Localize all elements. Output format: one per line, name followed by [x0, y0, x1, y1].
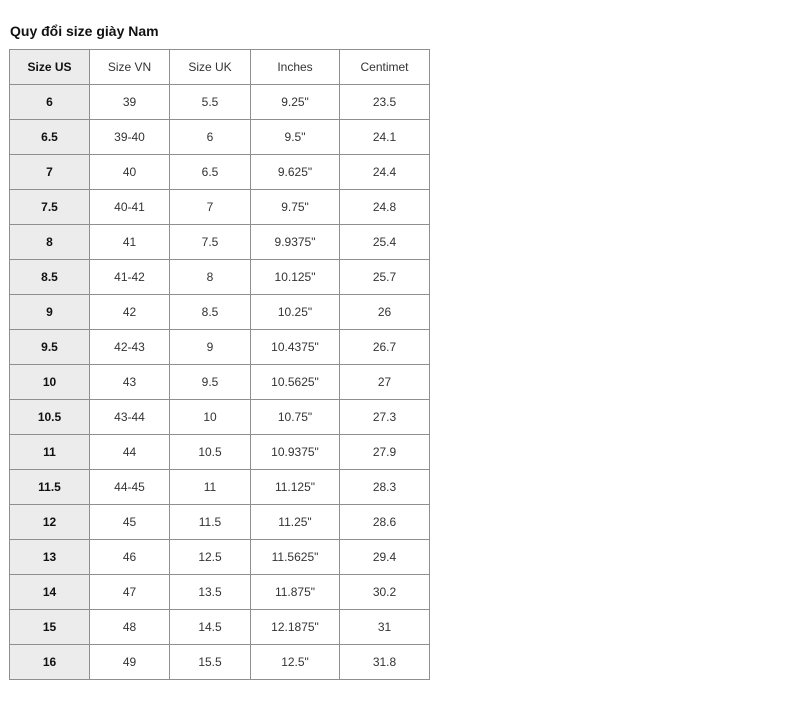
cell-size-uk: 13.5: [170, 575, 251, 610]
cell-size-uk: 9: [170, 330, 251, 365]
cell-size-us: 16: [10, 645, 90, 680]
table-row: [10, 505, 430, 540]
table-row: [10, 435, 430, 470]
header-centimet: Centimet: [340, 50, 430, 85]
cell-inches: 12.1875": [251, 610, 340, 645]
cell-inches: 10.25": [251, 295, 340, 330]
cell-size-us: 12: [10, 505, 90, 540]
cell-size-vn: 41-42: [90, 260, 170, 295]
table-row: [10, 645, 430, 680]
cell-size-uk: 10.5: [170, 435, 251, 470]
table-body: [10, 85, 430, 680]
cell-inches: 11.25": [251, 505, 340, 540]
cell-size-vn: 44-45: [90, 470, 170, 505]
cell-size-vn: 40: [90, 155, 170, 190]
cell-size-us: 7.5: [10, 190, 90, 225]
cell-size-uk: 12.5: [170, 540, 251, 575]
cell-inches: 9.9375": [251, 225, 340, 260]
table-row: [10, 365, 430, 400]
cell-size-vn: 47: [90, 575, 170, 610]
cell-centimet: 29.4: [340, 540, 430, 575]
cell-size-us: 9.5: [10, 330, 90, 365]
table-row: [10, 470, 430, 505]
cell-centimet: 28.3: [340, 470, 430, 505]
table-row: [10, 330, 430, 365]
cell-size-uk: 9.5: [170, 365, 251, 400]
cell-inches: 11.875": [251, 575, 340, 610]
table-row: [10, 295, 430, 330]
table-row: [10, 610, 430, 645]
cell-size-us: 14: [10, 575, 90, 610]
cell-size-uk: 5.5: [170, 85, 251, 120]
cell-size-us: 10: [10, 365, 90, 400]
cell-size-vn: 41: [90, 225, 170, 260]
cell-size-us: 8: [10, 225, 90, 260]
cell-inches: 11.125": [251, 470, 340, 505]
cell-centimet: 23.5: [340, 85, 430, 120]
cell-centimet: 24.4: [340, 155, 430, 190]
cell-size-uk: 11.5: [170, 505, 251, 540]
cell-size-us: 9: [10, 295, 90, 330]
cell-size-uk: 6.5: [170, 155, 251, 190]
cell-size-us: 6.5: [10, 120, 90, 155]
cell-centimet: 26.7: [340, 330, 430, 365]
cell-inches: 11.5625": [251, 540, 340, 575]
table-row: [10, 400, 430, 435]
cell-centimet: 24.1: [340, 120, 430, 155]
cell-size-vn: 48: [90, 610, 170, 645]
header-size-vn: Size VN: [90, 50, 170, 85]
cell-size-vn: 44: [90, 435, 170, 470]
cell-centimet: 28.6: [340, 505, 430, 540]
cell-size-us: 6: [10, 85, 90, 120]
cell-size-vn: 43: [90, 365, 170, 400]
cell-inches: 9.5": [251, 120, 340, 155]
cell-size-us: 11.5: [10, 470, 90, 505]
cell-inches: 10.125": [251, 260, 340, 295]
cell-size-uk: 10: [170, 400, 251, 435]
cell-inches: 9.625": [251, 155, 340, 190]
cell-size-us: 8.5: [10, 260, 90, 295]
cell-centimet: 24.8: [340, 190, 430, 225]
page-title: Quy đổi size giày Nam: [10, 23, 159, 39]
table-row: [10, 155, 430, 190]
cell-size-uk: 11: [170, 470, 251, 505]
cell-size-vn: 49: [90, 645, 170, 680]
cell-size-vn: 43-44: [90, 400, 170, 435]
cell-centimet: 26: [340, 295, 430, 330]
cell-size-us: 11: [10, 435, 90, 470]
cell-size-vn: 45: [90, 505, 170, 540]
shoe-size-table: [9, 49, 430, 680]
cell-centimet: 27.9: [340, 435, 430, 470]
cell-centimet: 27: [340, 365, 430, 400]
table-row: [10, 575, 430, 610]
cell-size-us: 15: [10, 610, 90, 645]
table-header: [10, 50, 430, 85]
cell-size-uk: 14.5: [170, 610, 251, 645]
header-row: [10, 50, 430, 85]
table-row: [10, 225, 430, 260]
cell-inches: 10.5625": [251, 365, 340, 400]
cell-centimet: 25.4: [340, 225, 430, 260]
cell-size-uk: 8.5: [170, 295, 251, 330]
cell-centimet: 27.3: [340, 400, 430, 435]
cell-size-vn: 40-41: [90, 190, 170, 225]
cell-size-vn: 46: [90, 540, 170, 575]
cell-centimet: 30.2: [340, 575, 430, 610]
cell-size-uk: 7: [170, 190, 251, 225]
cell-size-uk: 8: [170, 260, 251, 295]
cell-size-vn: 39-40: [90, 120, 170, 155]
cell-centimet: 25.7: [340, 260, 430, 295]
cell-centimet: 31: [340, 610, 430, 645]
cell-inches: 10.4375": [251, 330, 340, 365]
cell-inches: 9.75": [251, 190, 340, 225]
cell-size-uk: 7.5: [170, 225, 251, 260]
header-inches: Inches: [251, 50, 340, 85]
table-row: [10, 85, 430, 120]
table-row: [10, 540, 430, 575]
table-row: [10, 260, 430, 295]
cell-size-vn: 39: [90, 85, 170, 120]
cell-size-us: 13: [10, 540, 90, 575]
cell-inches: 10.9375": [251, 435, 340, 470]
cell-size-vn: 42-43: [90, 330, 170, 365]
header-size-us: Size US: [10, 50, 90, 85]
cell-size-us: 10.5: [10, 400, 90, 435]
cell-inches: 9.25": [251, 85, 340, 120]
table-row: [10, 190, 430, 225]
cell-inches: 10.75": [251, 400, 340, 435]
cell-size-vn: 42: [90, 295, 170, 330]
cell-size-us: 7: [10, 155, 90, 190]
table-row: [10, 120, 430, 155]
cell-size-uk: 15.5: [170, 645, 251, 680]
cell-size-uk: 6: [170, 120, 251, 155]
cell-inches: 12.5": [251, 645, 340, 680]
cell-centimet: 31.8: [340, 645, 430, 680]
header-size-uk: Size UK: [170, 50, 251, 85]
